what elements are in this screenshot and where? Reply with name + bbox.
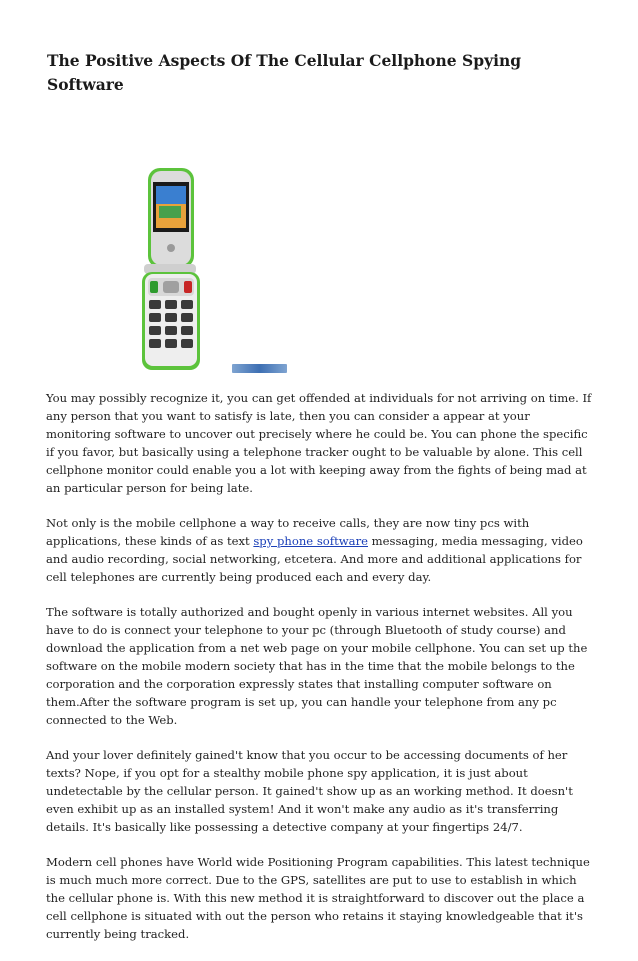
paragraph-4: And your lover definitely gained't know that you occur to be accessing documents of her texts? Nope, if you opt for a stealthy mobile phone spy application, it is just about undetectable by the cellular person. It gained't show up as an working method. It doesn't even exhibit up as an installed system! And it won't make any audio as it's transferring details. It's basically like possessing a detective company at your fingertips 24/7.	[46, 747, 573, 834]
article-body	[46, 390, 596, 961]
paragraph-1: You may possibly recognize it, you can get offended at individuals for not arriving on time. If any person that you want to satisfy is late, then you can consider a appear at your monitoring software to uncover out precisely where he could be. You can phone the specific if you favor, but basically using a telephone tracker ought to be valuable by alone. This cell cellphone monitor could enable you a lot with keeping away from the fights of being mad at an particular person for being late.	[46, 391, 592, 495]
spy-phone-software-link[interactable]: spy phone software	[253, 533, 368, 548]
paragraph-2-after: messaging, media messaging, video and audio recording, social networking, etcetera. And more and additional applications for cell telephones are currently being produced each and every day.	[46, 533, 583, 584]
watermark-logo-icon	[232, 364, 287, 373]
paragraph-5: Modern cell phones have World wide Positioning Program capabilities. This latest technique is much much more correct. Due to the GPS, satellites are put to use to establish in which the cellular phone is. With this new method it is straightforward to discover out the place a cell cellphone is situated with out the person who retains it staying knowledgeable that it's currently being tracked.	[46, 854, 590, 941]
page-title: The Positive Aspects Of The Cellular Cellphone Spying Software	[47, 51, 522, 94]
paragraph-2	[46, 515, 596, 587]
paragraph-2-before: Not only is the mobile cellphone a way to receive calls, they are now tiny pcs with applications, these kinds of as text	[46, 515, 530, 548]
phone-figure	[128, 160, 298, 376]
flip-phone-image	[128, 160, 298, 376]
paragraph-3: The software is totally authorized and bought openly in various internet websites. All you have to do is connect your telephone to your pc (through Bluetooth of study course) and download the application from a net web page on your mobile cellphone. You can set up the software on the mobile modern society that has in the time that the mobile belongs to the corporation and the corporation expressly states that installing computer software on them.After the software program is set up, you can handle your telephone from any pc connected to the Web.	[46, 605, 588, 727]
